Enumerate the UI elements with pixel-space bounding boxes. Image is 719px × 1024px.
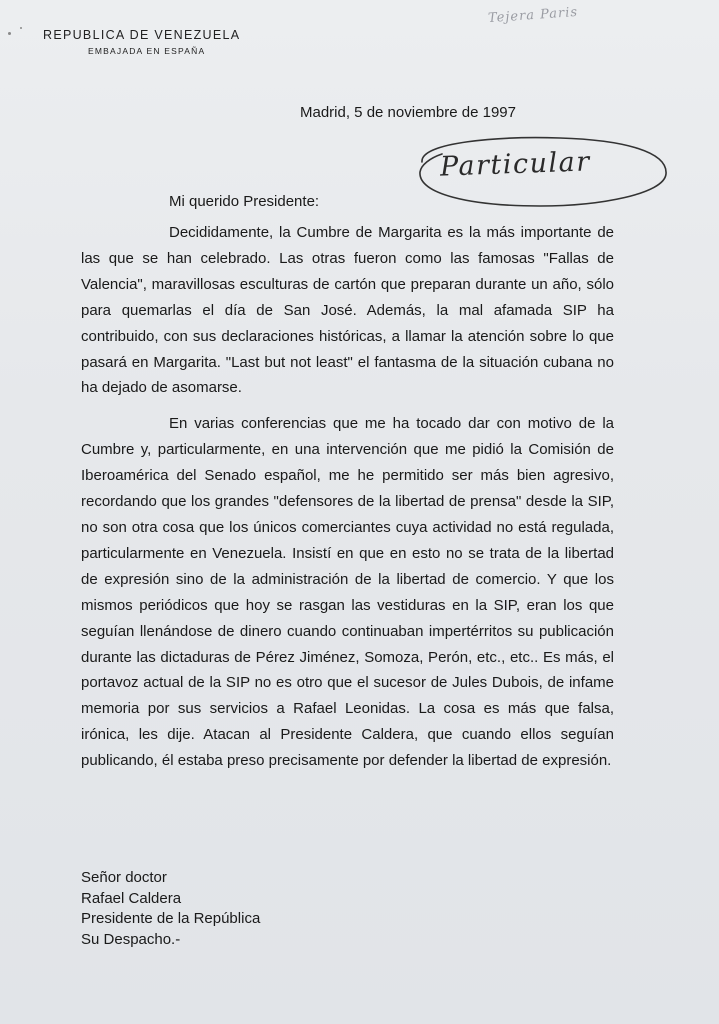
- margin-mark: [8, 32, 11, 35]
- salutation: Mi querido Presidente:: [169, 193, 320, 210]
- addressee-line: Su Despacho.-: [81, 930, 181, 948]
- margin-mark: [20, 27, 22, 29]
- body-paragraph: En varias conferencias que me ha tocado dar con motivo de la Cumbre y, particularmente, en una intervención que me pidió la Comisión de Iberoamérica del Senado español, me he permitido ser más bien agresivo, recordando que los grandes "defensores de la libertad de prensa" desde la SIP, no son otra cosa que los únicos comerciantes cuya actividad no está regulada, particularmente en Venezuela. Insistí en que en esto no se trata de la libertad de expresión sino de la administración de la libertad de comercio. Y que los mismos periódicos que hoy se rasgan las vestiduras en la SIP, eran los que seguían llenándose de dinero cuando continuaban impertérritos su publicación durante las dictaduras de Pérez Jiménez, Somoza, Perón, etc., etc.. Es más, el portavoz actual de la SIP no es otro que el sucesor de Jules Dubois, de infame memoria por sus servicios a Rafael Leonidas. La cosa es más que falsa, irónica, les dije. Atacan al Presidente Caldera, que cuando ellos seguían publicando, él estaba preso precisamente por defender la libertad de expresión.: [81, 415, 614, 770]
- addressee-block: [81, 868, 260, 950]
- letter-date: Madrid, 5 de noviembre de 1997: [300, 104, 516, 121]
- addressee-line: Señor doctor: [81, 869, 167, 886]
- letterhead-office: EMBAJADA EN ESPAÑA: [88, 46, 206, 56]
- addressee-line: Presidente de la República: [81, 910, 261, 927]
- particular-handwriting: Particular: [439, 146, 592, 183]
- addressee-line: Rafael Caldera: [81, 889, 182, 907]
- body-paragraph: Decididamente, la Cumbre de Margarita es la más importante de las que se han celebrado. Las otras fueron como las famosas "Fallas de Valencia", maravillosas esculturas de cartón que preparan durante un año, sólo para quemarlas el día de San José. Además, la mal afamada SIP ha contribuido, con sus declaraciones históricas, a llamar la atención sobre lo que pasará en Margarita. "Last but not least" el fantasma de la situación cubana no ha dejado de asomarse.: [81, 224, 614, 397]
- letter-body: [81, 220, 614, 784]
- letterhead-country: REPUBLICA DE VENEZUELA: [43, 28, 241, 42]
- pencil-annotation: Tejera Paris: [487, 4, 579, 27]
